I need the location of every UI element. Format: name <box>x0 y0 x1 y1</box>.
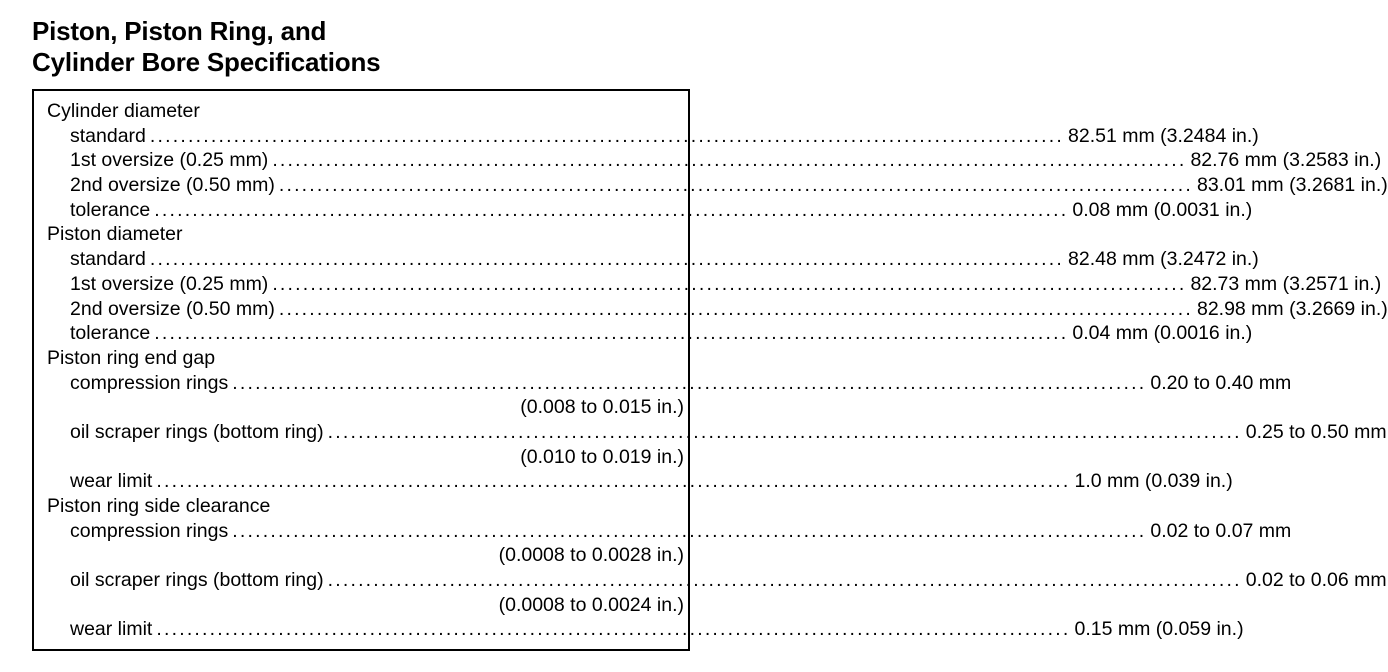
spec-value-imperial: (0.008 to 0.015 in.) <box>520 396 684 419</box>
spec-label: tolerance <box>70 198 151 221</box>
group-heading-piston-ring-side-clearance: Piston ring side clearance <box>47 495 271 517</box>
spec-row <box>34 173 1388 198</box>
spec-row <box>34 420 1387 445</box>
spec-row <box>34 321 1253 346</box>
spec-value: 0.25 to 0.50 mm <box>1245 420 1387 443</box>
page-title <box>32 16 380 78</box>
leader-dots: ........................................................................................................................ <box>278 297 1193 320</box>
spec-label: compression rings <box>70 371 229 394</box>
spec-label: standard <box>70 124 146 147</box>
spec-label: 2nd oversize (0.50 mm) <box>70 297 275 320</box>
spec-row <box>34 519 1292 544</box>
spec-value: 82.48 mm (3.2472 in.) <box>1068 248 1259 271</box>
spec-value: 82.73 mm (3.2571 in.) <box>1190 272 1382 295</box>
leader-dots: ........................................................................................................................ <box>149 124 1065 147</box>
spec-value-imperial: (0.010 to 0.019 in.) <box>520 445 684 468</box>
spec-label: compression rings <box>70 519 229 542</box>
spec-value: 0.02 to 0.07 mm <box>1150 519 1292 542</box>
leader-dots: ........................................................................................................................ <box>272 272 1187 295</box>
spec-label: oil scraper rings (bottom ring) <box>70 420 324 443</box>
spec-value-imperial: (0.0008 to 0.0028 in.) <box>498 544 684 567</box>
spec-label: tolerance <box>70 322 151 345</box>
leader-dots: ........................................................................................................................ <box>232 519 1147 542</box>
spec-row <box>34 198 1253 223</box>
spec-row <box>34 124 1259 149</box>
spec-rows <box>34 99 1388 642</box>
leader-dots: ........................................................................................................................ <box>156 618 1071 641</box>
spec-table <box>32 89 1388 651</box>
spec-label: standard <box>70 248 146 271</box>
spec-value: 0.20 to 0.40 mm <box>1150 371 1292 394</box>
leader-dots: ........................................................................................................................ <box>232 371 1147 394</box>
spec-value: 82.98 mm (3.2669 in.) <box>1196 297 1388 320</box>
spec-row <box>34 469 1233 494</box>
spec-row <box>34 297 1388 322</box>
title-line-2: Cylinder Bore Specifications <box>32 47 381 77</box>
leader-dots: ........................................................................................................................ <box>327 420 1242 443</box>
leader-dots: ........................................................................................................................ <box>154 322 1069 345</box>
spec-row <box>34 568 1387 593</box>
leader-dots: ........................................................................................................................ <box>149 248 1065 271</box>
spec-value: 0.15 mm (0.059 in.) <box>1074 618 1244 641</box>
group-heading-piston-ring-end-gap: Piston ring end gap <box>47 346 216 369</box>
spec-value: 1.0 mm (0.039 in.) <box>1074 470 1233 493</box>
spec-row <box>34 617 1244 642</box>
spec-value: 82.76 mm (3.2583 in.) <box>1190 149 1382 172</box>
spec-value-imperial: (0.0008 to 0.0024 in.) <box>498 593 684 616</box>
spec-value: 0.08 mm (0.0031 in.) <box>1072 198 1253 221</box>
spec-row <box>34 148 1382 173</box>
spec-label: 1st oversize (0.25 mm) <box>70 149 269 172</box>
group-heading-piston-diameter: Piston diameter <box>47 223 183 246</box>
spec-label: wear limit <box>70 470 153 493</box>
spec-value: 0.04 mm (0.0016 in.) <box>1072 322 1253 345</box>
spec-row <box>34 247 1259 272</box>
group-heading-cylinder-diameter: Cylinder diameter <box>47 100 200 122</box>
leader-dots: ........................................................................................................................ <box>272 149 1187 172</box>
spec-label: wear limit <box>70 618 153 641</box>
spec-row <box>34 371 1292 396</box>
spec-value: 0.02 to 0.06 mm <box>1245 569 1387 592</box>
leader-dots: ........................................................................................................................ <box>154 198 1069 221</box>
spec-label: 1st oversize (0.25 mm) <box>70 272 269 295</box>
spec-label: 2nd oversize (0.50 mm) <box>70 174 275 197</box>
title-line-1: Piston, Piston Ring, and <box>32 16 327 46</box>
spec-label: oil scraper rings (bottom ring) <box>70 569 324 592</box>
spec-value: 83.01 mm (3.2681 in.) <box>1196 174 1388 197</box>
spec-row <box>34 272 1382 297</box>
leader-dots: ........................................................................................................................ <box>278 174 1193 197</box>
leader-dots: ........................................................................................................................ <box>156 470 1071 493</box>
spec-value: 82.51 mm (3.2484 in.) <box>1068 124 1259 147</box>
leader-dots: ........................................................................................................................ <box>327 569 1242 592</box>
